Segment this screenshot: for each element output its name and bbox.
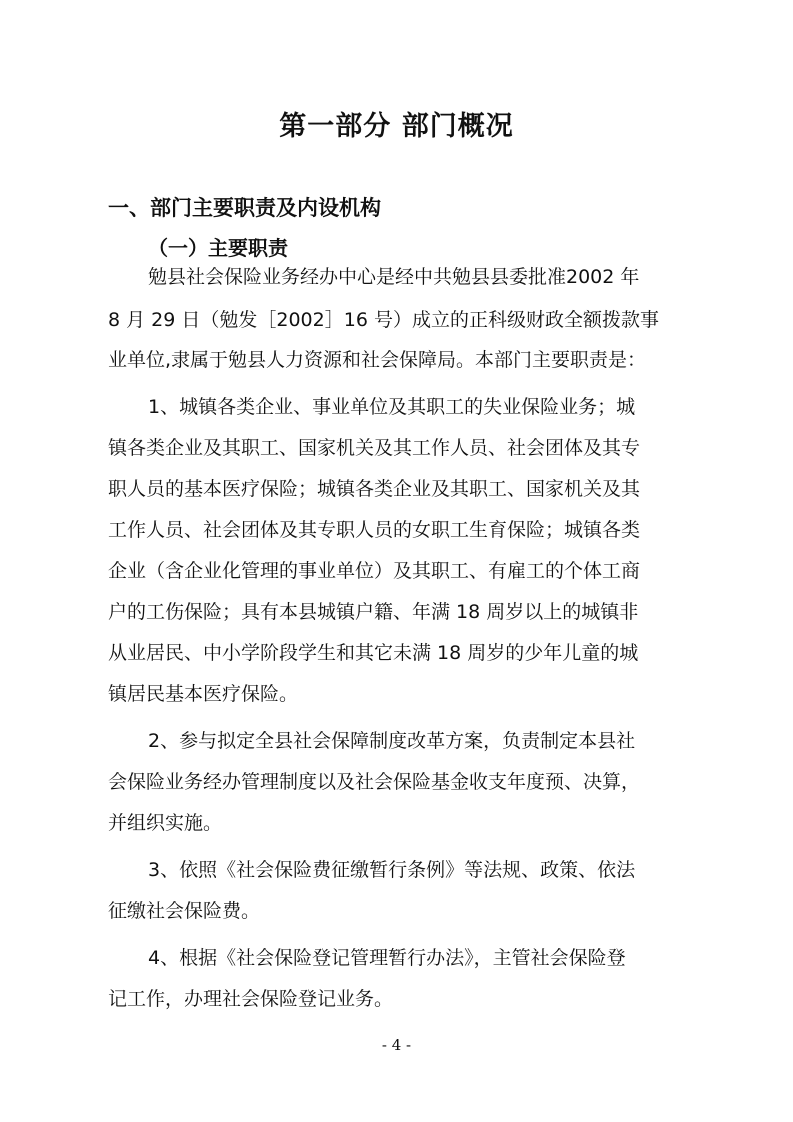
paragraph-line: 企业（含企业化管理的事业单位）及其职工、有雇工的个体工商 <box>108 560 641 582</box>
page-title: 第一部分 部门概况 <box>279 111 514 142</box>
paragraph-line: 记工作，办理社会保险登记业务。 <box>108 988 394 1010</box>
paragraph-line: 4、根据《社会保险登记管理暂行办法》，主管社会保险登 <box>148 947 626 969</box>
paragraph-line: 工作人员、社会团体及其专职人员的女职工生育保险；城镇各类 <box>108 519 641 541</box>
paragraph-line: 业单位,隶属于勉县人力资源和社会保障局。本部门主要职责是： <box>108 349 647 371</box>
paragraph-line: 从业居民、中小学阶段学生和其它未满 18 周岁的少年儿童的城 <box>108 642 639 664</box>
paragraph-line: 2、参与拟定全县社会保障制度改革方案，负责制定本县社 <box>148 730 636 752</box>
paragraph-line: 8 月 29 日（勉发［2002］16 号）成立的正科级财政全额拨款事 <box>108 309 659 331</box>
paragraph-line: 户的工伤保险；具有本县城镇户籍、年满 18 周岁以上的城镇非 <box>108 601 639 623</box>
subsection-heading: （一）主要职责 <box>148 236 288 260</box>
paragraph-line: 征缴社会保险费。 <box>108 900 261 922</box>
paragraph-line: 1、城镇各类企业、事业单位及其职工的失业保险业务；城 <box>148 396 636 418</box>
paragraph-line: 会保险业务经办管理制度以及社会保险基金收支年度预、决算， <box>108 771 641 793</box>
paragraph-line: 职人员的基本医疗保险；城镇各类企业及其职工、国家机关及其 <box>108 478 641 500</box>
paragraph-line: 并组织实施。 <box>108 812 223 834</box>
paragraph-line: 镇居民基本医疗保险。 <box>108 683 299 705</box>
page-number: - 4 - <box>381 1036 412 1054</box>
paragraph-line: 勉县社会保险业务经办中心是经中共勉县县委批准2002 年 <box>148 266 640 288</box>
paragraph-line: 镇各类企业及其职工、国家机关及其工作人员、社会团体及其专 <box>108 437 641 459</box>
paragraph-line: 3、依照《社会保险费征缴暂行条例》等法规、政策、依法 <box>148 859 636 881</box>
section-heading: 一、部门主要职责及内设机构 <box>108 196 381 220</box>
